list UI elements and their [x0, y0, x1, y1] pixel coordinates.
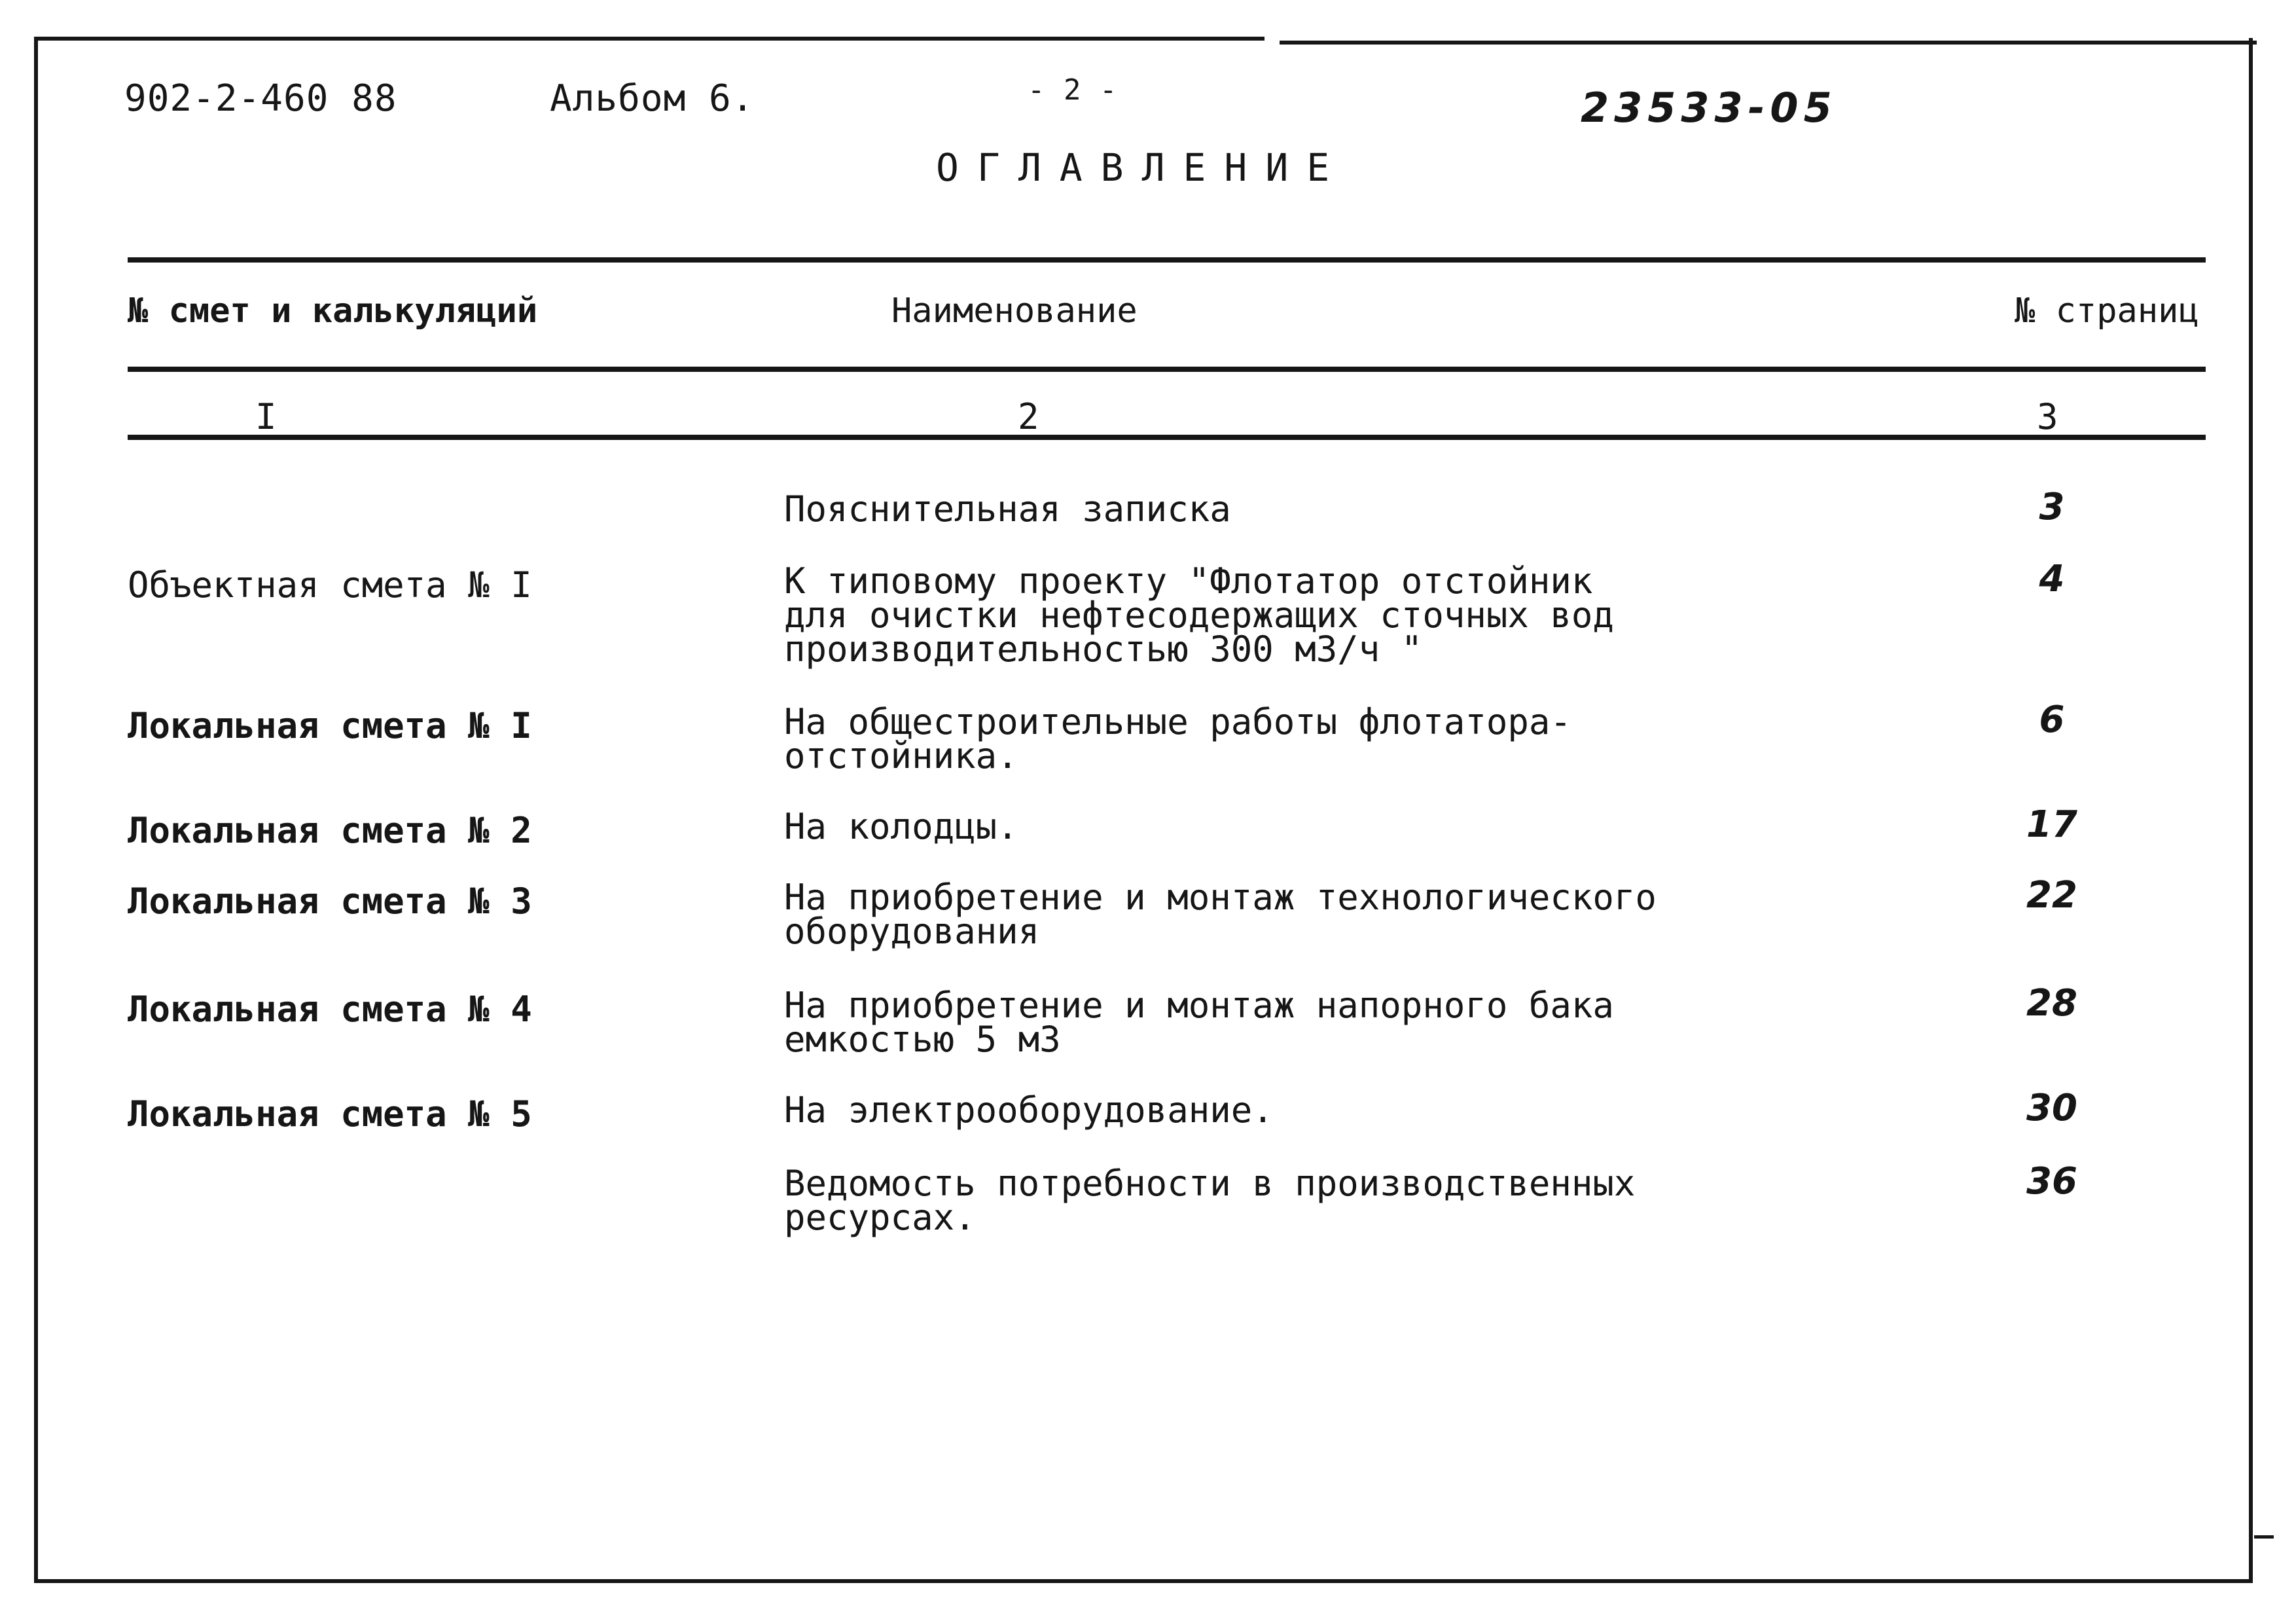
column-number-1: I [255, 396, 277, 437]
header-rule [128, 367, 2206, 372]
row-name: На колодцы. [784, 806, 1018, 847]
row-name: Пояснительная записка [784, 488, 1231, 530]
row-page-number: 28 [2026, 982, 2077, 1025]
row-name: На электрооборудование. [784, 1089, 1274, 1131]
album-label: Альбом 6. [550, 77, 755, 120]
row-name: Ведомость потребности в производственных ресурсах. [784, 1163, 1636, 1238]
page-title: ОГЛАВЛЕНИЕ [936, 145, 1348, 190]
row-page-number: 36 [2026, 1160, 2077, 1203]
column-header-page-number: № страниц [2015, 291, 2199, 331]
row-estimate-code: Локальная смета № 3 [128, 881, 532, 922]
row-estimate-code: Объектная смета № I [128, 564, 532, 606]
column-number-3: 3 [2037, 396, 2058, 437]
page-number: - 2 - [1028, 73, 1118, 107]
row-estimate-code: Локальная смета № 2 [128, 810, 532, 851]
table-top-rule [128, 257, 2206, 263]
row-page-number: 4 [2039, 558, 2065, 600]
row-name: К типовому проекту "Флотатор отстойник для очистки нефтесодержащих сточных вод производительностью 300 м3/ч " [784, 560, 1614, 670]
row-page-number: 6 [2039, 699, 2065, 741]
archive-number: 23533-05 [1581, 84, 1837, 132]
row-estimate-code: Локальная смета № I [128, 705, 532, 746]
row-page-number: 3 [2039, 486, 2065, 528]
column-number-rule [128, 435, 2206, 440]
row-page-number: 17 [2026, 803, 2077, 846]
row-estimate-code: Локальная смета № 5 [128, 1093, 532, 1135]
row-name: На общестроительные работы флотатора- отстойника. [784, 701, 1571, 776]
row-name: На приобретение и монтаж технологического оборудования [784, 877, 1657, 952]
column-number-2: 2 [1018, 396, 1039, 437]
row-name: На приобретение и монтаж напорного бака емкостью 5 м3 [784, 985, 1614, 1060]
column-header-estimate-number: № смет и калькуляций [128, 291, 538, 331]
column-header-name: Наименование [891, 291, 1138, 331]
row-page-number: 22 [2026, 874, 2077, 917]
document-code: 902-2-460 88 [124, 77, 397, 120]
row-page-number: 30 [2026, 1087, 2077, 1129]
row-estimate-code: Локальная смета № 4 [128, 989, 532, 1030]
frame-corner-tick [2254, 1535, 2274, 1539]
